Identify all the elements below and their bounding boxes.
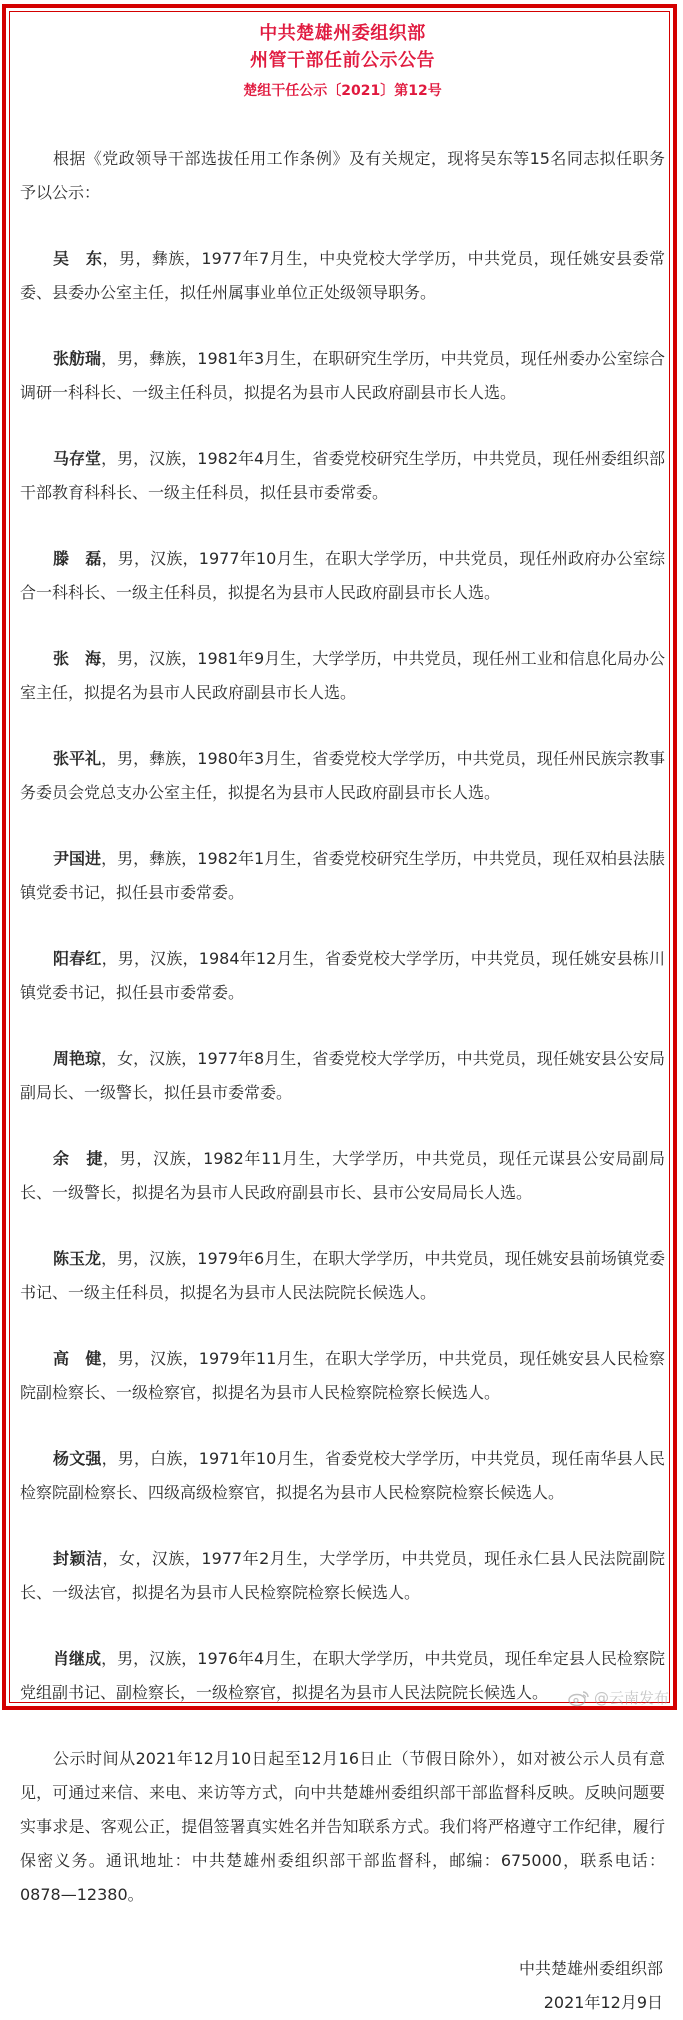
candidate-name: 尹国进 xyxy=(53,849,102,868)
candidate-name: 阳春红 xyxy=(53,949,102,968)
candidate-entry xyxy=(20,242,665,310)
candidate-entry xyxy=(20,842,665,910)
candidate-name: 滕 磊 xyxy=(53,549,102,568)
candidate-details: ，男，汉族，1982年11月生，大学学历，中共党员，现任元谋县公安局副局长、一级警长，拟提名为县市人民政府副县市长、县市公安局局长人选。 xyxy=(20,1149,665,1202)
candidate-entry xyxy=(20,442,665,510)
candidate-entry xyxy=(20,542,665,610)
candidate-name: 张平礼 xyxy=(53,749,102,768)
signature-date: 2021年12月9日 xyxy=(543,1993,663,2012)
issuing-organization: 中共楚雄州委组织部 xyxy=(259,23,426,44)
intro-paragraph: 根据《党政领导干部选拔任用工作条例》及有关规定，现将吴东等15名同志拟任职务予以公示： xyxy=(20,149,665,202)
candidate-details: ，男，汉族，1979年6月生，在职大学学历，中共党员，现任姚安县前场镇党委书记、一级主任科员，拟提名为县市人民法院院长候选人。 xyxy=(20,1249,665,1302)
candidate-name: 陈玉龙 xyxy=(53,1249,102,1268)
candidate-entry xyxy=(20,642,665,710)
candidate-entry xyxy=(20,1242,665,1310)
weibo-icon xyxy=(568,1689,590,1707)
candidate-name: 杨文强 xyxy=(53,1449,102,1468)
candidate-entry xyxy=(20,1542,665,1610)
candidate-details: ，男，汉族，1976年4月生，在职大学学历，中共党员，现任牟定县人民检察院党组副书记、副检察长，一级检察官，拟提名为县市人民法院院长候选人。 xyxy=(20,1649,665,1702)
candidate-details: ，男，彝族，1980年3月生，省委党校大学学历，中共党员，现任州民族宗教事务委员会党总支办公室主任，拟提名为县市人民政府副县市长人选。 xyxy=(20,749,665,802)
candidate-details: ，男，彝族，1981年3月生，在职研究生学历，中共党员，现任州委办公室综合调研一科科长、一级主任科员，拟提名为县市人民政府副县市长人选。 xyxy=(20,349,665,402)
candidate-name: 马存堂 xyxy=(53,449,102,468)
candidate-entry xyxy=(20,1342,665,1410)
candidate-entry xyxy=(20,742,665,810)
candidate-name: 张 海 xyxy=(53,649,102,668)
notice-paragraph: 公示时间从2021年12月10日起至12月16日止（节假日除外），如对被公示人员有意见，可通过来信、来电、来访等方式，向中共楚雄州委组织部干部监督科反映。反映问题要实事求是、客观公正，提倡签署真实姓名并告知联系方式。我们将严格遵守工作纪律，履行保密义务。通讯地址：中共楚雄州委组织部干部监督科，邮编：675000，联系电话：0878—12380。 xyxy=(20,1749,665,1904)
candidate-entry xyxy=(20,1142,665,1210)
candidate-details: ，男，彝族，1977年7月生，中央党校大学学历，中共党员，现任姚安县委常委、县委办公室主任，拟任州属事业单位正处级领导职务。 xyxy=(20,249,665,302)
candidate-entry xyxy=(20,1042,665,1110)
candidate-name: 张舫瑞 xyxy=(53,349,102,368)
announcement-header xyxy=(20,21,665,102)
candidate-details: ，男，汉族，1982年4月生，省委党校研究生学历，中共党员，现任州委组织部干部教育科科长、一级主任科员，拟任县市委常委。 xyxy=(20,449,665,502)
candidate-entry xyxy=(20,342,665,410)
candidate-name: 封颖洁 xyxy=(53,1549,103,1568)
announcement-title: 州管干部任前公示公告 xyxy=(250,50,435,71)
candidate-details: ，女，汉族，1977年2月生，大学学历，中共党员，现任永仁县人民法院副院长、一级法官，拟提名为县市人民检察院检察长候选人。 xyxy=(20,1549,665,1602)
watermark-text: @云南发布 xyxy=(593,1689,669,1707)
candidate-name: 高 健 xyxy=(53,1349,102,1368)
candidate-details: ，男，白族，1971年10月生，省委党校大学学历，中共党员，现任南华县人民检察院副检察长、四级高级检察官，拟提名为县市人民检察院检察长候选人。 xyxy=(20,1449,665,1502)
candidate-details: ，男，汉族，1979年11月生，在职大学学历，中共党员，现任姚安县人民检察院副检察长、一级检察官，拟提名为县市人民检察院检察长候选人。 xyxy=(20,1349,665,1402)
signature-block xyxy=(20,1952,665,2020)
candidate-entry xyxy=(20,942,665,1010)
document-number: 楚组干任公示〔2021〕第12号 xyxy=(243,83,442,99)
signature-organization: 中共楚雄州委组织部 xyxy=(518,1959,663,1978)
candidate-name: 肖继成 xyxy=(53,1649,102,1668)
announcement-document xyxy=(20,11,665,2020)
candidate-entry xyxy=(20,1442,665,1510)
weibo-watermark xyxy=(568,1687,669,1708)
candidate-details: ，男，汉族，1977年10月生，在职大学学历，中共党员，现任州政府办公室综合一科科长、一级主任科员，拟提名为县市人民政府副县市长人选。 xyxy=(20,549,665,602)
candidate-list xyxy=(20,242,665,1710)
candidate-details: ，男，彝族，1982年1月生，省委党校研究生学历，中共党员，现任双柏县法脿镇党委书记，拟任县市委常委。 xyxy=(20,849,665,902)
candidate-details: ，男，汉族，1984年12月生，省委党校大学学历，中共党员，现任姚安县栋川镇党委书记，拟任县市委常委。 xyxy=(20,949,665,1002)
candidate-name: 余 捷 xyxy=(53,1149,104,1168)
candidate-details: ，男，汉族，1981年9月生，大学学历，中共党员，现任州工业和信息化局办公室主任，拟提名为县市人民政府副县市长人选。 xyxy=(20,649,665,702)
candidate-name: 吴 东 xyxy=(53,249,103,268)
candidate-details: ，女，汉族，1977年8月生，省委党校大学学历，中共党员，现任姚安县公安局副局长、一级警长，拟任县市委常委。 xyxy=(20,1049,665,1102)
candidate-name: 周艳琼 xyxy=(53,1049,102,1068)
